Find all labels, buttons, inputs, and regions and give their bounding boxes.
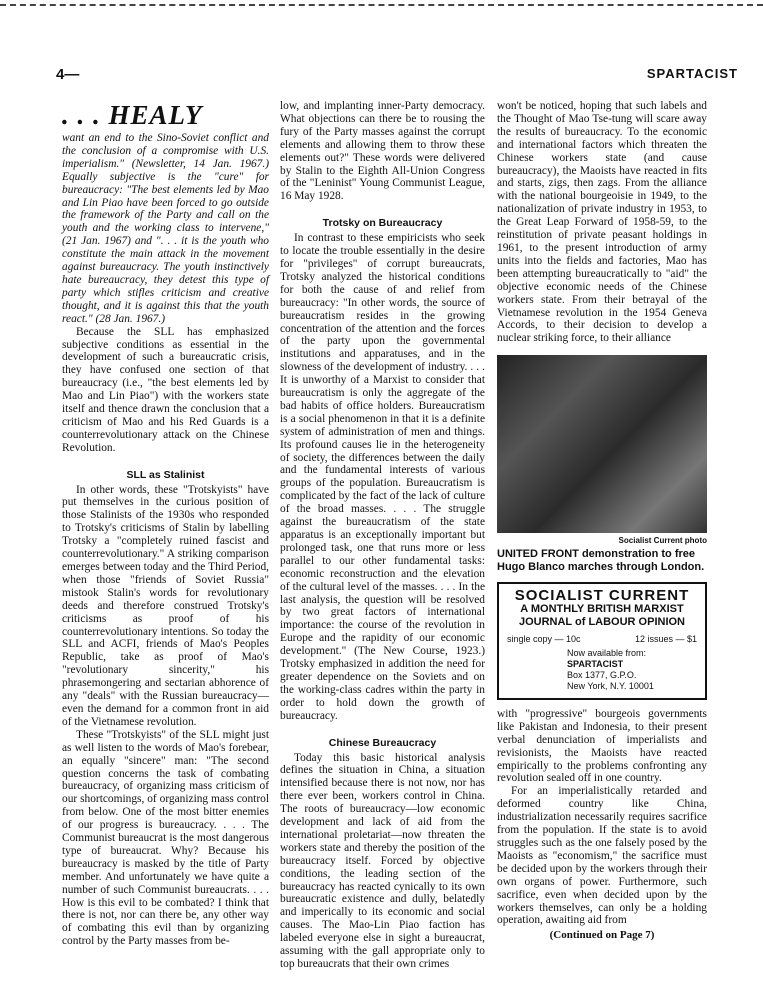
paragraph: In contrast to these empiricists who seek to locate the trouble essentially in the desire for "privileges" of corrupt bureaucrats, Trotsky analyzed the historical conditions for both the cause of and relief from bureaucracy: "In other words, the source of bureaucratism resides in the growing concentration of the attention and the forces of the party upon the governmental institutions and apparatuses, and in the slowness of the development of industry. . . . It is unworthy of a Marxist to consider that bureaucratism is only the aggregate of the bad habits of office holders. Bureaucratism is a social phenomenon in that it is a definite system of administration of men and things. Its profound causes lie in the heterogeneity of society, the differences between the daily and the fundamental interests of various groups of the population. Bureaucratism is complicated by the fact of the lack of culture of the broad masses. . . . The struggle against the bureaucratism of the state apparatus is an exceptionally important but prolonged task, one that runs more or less parallel to our other fundamental tasks: economic reconstruction and the elevation of the cultural level of the masses. . . . In the last analysis, the question will be resolved by two great factors of international importance: the course of the revolution in Europe and the rapidity of our economic development." (The New Course, 1923.) Trotsky emphasized in addition the need for greater dependence on the Soviets and on the working-class cadres within the party in order to hold down the growth of bureaucracy.: [280, 232, 485, 722]
ad-available: Now available from:: [567, 647, 647, 658]
column-1: [62, 100, 269, 948]
photo-credit: Socialist Current photo: [618, 536, 707, 546]
masthead: SPARTACIST: [646, 66, 738, 81]
paragraph: with "progressive" bourgeois governments like Pakistan and Indonesia, to their present verbal denunciation of imperialists and revisionists, the Maoists have reacted empirically to the problems confronting any revolution sealed off in one country.: [497, 707, 707, 785]
paragraph: want an end to the Sino-Soviet conflict and the conclusion of a compromise with U.S. imperialism." (Newsletter, 14 Jan. 1967.) Equally subjective is the "cure" for bureaucracy: "The best elements led by Mao and Lin Piao have been forced to go outside the framework of the Party and call on the youth and the working class to intervene," (21 Jan. 1967) and ". . . it is the youth who constitute the main attack in the movement against bureaucracy. The youth instinctively hate bureaucracy, they detest this type of party which stifles criticism and creative thought, and it is against this that the youth react." (28 Jan. 1967.): [62, 132, 269, 325]
column-2: [280, 100, 485, 971]
ad-subtitle: A MONTHLY BRITISH MARXIST: [520, 603, 684, 616]
subheading: SLL as Stalinist: [126, 468, 205, 481]
subheading: Trotsky on Bureaucracy: [322, 217, 443, 230]
ad-address-line: New York, N.Y. 10001: [567, 680, 654, 691]
top-rule: [0, 4, 763, 6]
ad-address-line: Box 1377, G.P.O.: [567, 669, 637, 680]
page-header: [56, 66, 738, 84]
continued-note: (Continued on Page 7): [549, 929, 655, 942]
ad-price-issues: 12 issues — $1: [634, 634, 697, 645]
paragraph: Because the SLL has emphasized subjective conditions as essential in the development of such a bureaucratic crisis, they have confused one section of that bureaucracy (i.e., "the best elements led by Mao and Lin Piao") with the workers state itself and thence drawn the conclusion that a criticism of Mao and his Red Guards is a counterrevolutionary attack on the Chinese Revolution.: [62, 325, 269, 454]
paragraph: Today this basic historical analysis defines the situation in China, a situation intensified because there is not now, nor has there ever been, workers control in China. The roots of bureaucracy—low economic development and lack of aid from the international proletariat—now threaten the workers state and thereby the position of the bureaucracy itself. Forced by objective conditions, the leading section of the bureaucracy has reacted cynically to its own bureaucratic existence and dully, belatedly and imperically to its economic and social causes. The Mao-Lin Piao faction has labeled everyone else in sight a bureaucrat, assuming with the gall appropriate only to top bureaucrats that their own crimes: [280, 751, 485, 970]
ad-subtitle: JOURNAL of LABOUR OPINION: [518, 616, 686, 629]
photo-caption: UNITED FRONT demonstration to free Hugo Blanco marches through London.: [497, 548, 705, 574]
ad-prices: [507, 633, 697, 646]
paragraph: won't be noticed, hoping that such labels and the Thought of Mao Tse-tung will scare away the results of bureaucracy. To the economic and international factors which threaten the Chinese workers state (and cause bureaucracy), the Maoists have reacted in fits and starts, zigs, then zags. From the alliance with the national bourgeoisie in 1949, to the nationalization of private industry in 1953, to the Great Leap Forward of 1958-59, to the reinstitution of private peasant holdings in 1961, to the present introduction of army units into the fields and factories, Mao has been attempting bureaucratically to "aid" the objective economic needs of the Chinese workers state. From their betrayal of the Vietnamese revolution in the 1954 Geneva Accords, to their decision to develop a nuclear striking force, to their alliance: [497, 100, 707, 345]
demonstration-photo: [497, 355, 707, 533]
ad-address-line: SPARTACIST: [567, 658, 624, 669]
subheading: Chinese Bureaucracy: [328, 736, 437, 749]
paragraph: In other words, these "Trotskyists" have put themselves in the curious position of those Stalinists of the 1930s who responded to Trotsky's criticisms of Stalin by labelling Trotsky a "completely ruined fascist and counterrevolutionary." A striking comparison emerges between today and the Third Period, when those "friends of Soviet Russia" mistook Stalin's words for revolutionary deeds and therefore construed Trotsky's criticisms as proof of his counterrevolutionary intentions. So today the SLL and ACFI, friends of Mao's Peoples Republic, take as proof of Mao's "revolutionary sincerity," his phrasemongering and sectarian abhorence of any "deals" with the Russian bureaucracy—even the demand for a common front in aid of the Vietnamese revolution.: [62, 483, 269, 728]
paragraph: low, and implanting inner-Party democracy. What objections can there be to rousing the fury of the Party masses against the corrupt elements and allowing them to throw these elements out?" These words were delivered by Stalin to the Eighth All-Union Congress of the "Leninist" Young Communist League, 16 May 1928.: [280, 100, 485, 203]
ad-address: [507, 648, 697, 692]
article-title: . . . HEALY: [62, 100, 203, 130]
page-number: 4—: [56, 66, 80, 83]
ad-title: SOCIALIST CURRENT: [514, 587, 690, 605]
paragraph: These "Trotskyists" of the SLL might just as well listen to the words of Mao's forebear, an equally "sincere" man: "The second question concerns the task of combating bureaucracy, of organizing mass criticism of our shortcomings, of organizing mass control from below. One of the most bitter enemies of our progress is bureaucracy. . . . The Communist bureaucrat is the most dangerous type of bureaucrat. Why? Because his bureaucracy is masked by the title of Party member. And unfortunately we have quite a number of such Communist bureaucrats. . . . How is this evil to be combated? I think that there is not, nor can there be, any other way of combating this evil than by organizing control by the Party masses from be-: [62, 728, 269, 948]
column-3: [497, 100, 707, 942]
paragraph: For an imperialistically retarded and deformed country like China, industrialization necessarily requires sacrifice from the population. If the state is to avoid struggles such as the one falsely posed by the Maoists as "economism," the sacrifice must be decided upon by the workers through their own organs of power. Furthermore, such sacrifice, even when decided upon by the workers themselves, can only be a holding operation, awaiting aid from: [497, 785, 707, 927]
ad-price-single: single copy — 10c: [507, 634, 581, 645]
advertisement-box: [497, 582, 707, 700]
